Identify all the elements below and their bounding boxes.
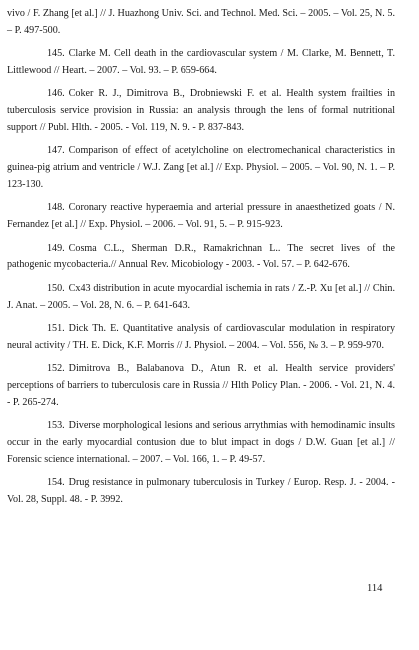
reference-item-152 [7,361,395,411]
reference-number: 154. [47,477,65,489]
reference-text: Coker R. J., Dimitrova B., Drobniewski F. et al. Health system frailties in tuberculosis service provision in Russia: an analysis through the lens of formal nutritional support // Publ. Hlth. - 2005. - Vol. 119, N. 9. - P. 837-843. [7,88,395,133]
reference-text: Diverse morphological lesions and serious arrythmias with hemodinamic insults occur in the early myocardial contusion due to blut impact in dogs / D.W. Guan [et al.] // Forensic science international. – 2007. – Vol. 166, 1. – P. 49-57. [7,420,395,465]
reference-text: Coronary reactive hyperaemia and arterial pressure in anaesthetized goats / N. Fernandez [et al.] // Exp. Physiol. – 2006. – Vol. 91, 5. – P. 915-923. [7,202,395,231]
reference-number: 145. [47,48,65,60]
reference-item-150 [7,281,395,315]
reference-list [7,6,395,515]
reference-number: 151. [47,322,65,334]
reference-text: Comparison of effect of acetylcholine on electromechanical characteristics in guinea-pig atrium and ventricle / W.J. Zang [et al.] // Exp. Physiol. – 2005. – Vol. 90, N. 1. – P. 123-130. [7,145,395,190]
reference-item-151 [7,321,395,355]
reference-text: Dick Th. E. Quantitative analysis of cardiovascular modulation in respiratory neural activity / TH. E. Dick, K.F. Morris // J. Physiol. – 2004. – Vol. 556, № 3. – P. 959-970. [7,322,395,351]
reference-item-148 [7,200,395,234]
reference-text: Dimitrova B., Balabanova D., Atun R. et al. Health service providers' perceptions of barriers to tuberculosis care in Russia // Hlth Policy Plan. - 2006. - Vol. 21, N. 4. - P. 265-274. [7,363,395,408]
reference-number: 146. [47,88,65,100]
reference-continuation [7,6,395,40]
reference-item-145 [7,46,395,80]
reference-text: Clarke M. Cell death in the cardiovascular system / M. Clarke, M. Bennett, T. Littlewood // Heart. – 2007. – Vol. 93. – P. 659-664. [7,48,395,76]
reference-text: Drug resistance in pulmonary tuberculosis in Turkey / Europ. Resp. J. - 2004. - Vol. 28, Suppl. 48. - P. 3992. [7,477,395,505]
reference-item-146 [7,86,395,136]
reference-item-154 [7,475,395,509]
reference-text: vivo / F. Zhang [et al.] // J. Huazhong Univ. Sci. and Technol. Med. Sci. – 2005. – Vol. 25, N. 5. – P. 497-500. [7,8,395,36]
reference-number: 149. [47,242,65,254]
page-number: 114 [367,583,383,594]
reference-item-149 [7,241,395,275]
reference-text: Cx43 distribution in acute myocardial ischemia in rats / Z.-P. Xu [et al.] // Chin. J. Anat. – 2005. – Vol. 28, N. 6. – P. 641-643. [7,282,395,311]
reference-number: 148. [47,202,65,214]
reference-text: Cosma C.L., Sherman D.R., Ramakrichnan L.. The secret lives of the pathogenic mycobacteria.// Annual Rev. Micobiology - 2003. - Vol. 57. – P. 642-676. [7,242,395,271]
reference-item-147 [7,143,395,193]
reference-item-153 [7,418,395,468]
reference-number: 150. [47,282,65,294]
reference-number: 153. [47,420,65,432]
reference-number: 152. [47,363,65,375]
reference-number: 147. [47,145,65,157]
